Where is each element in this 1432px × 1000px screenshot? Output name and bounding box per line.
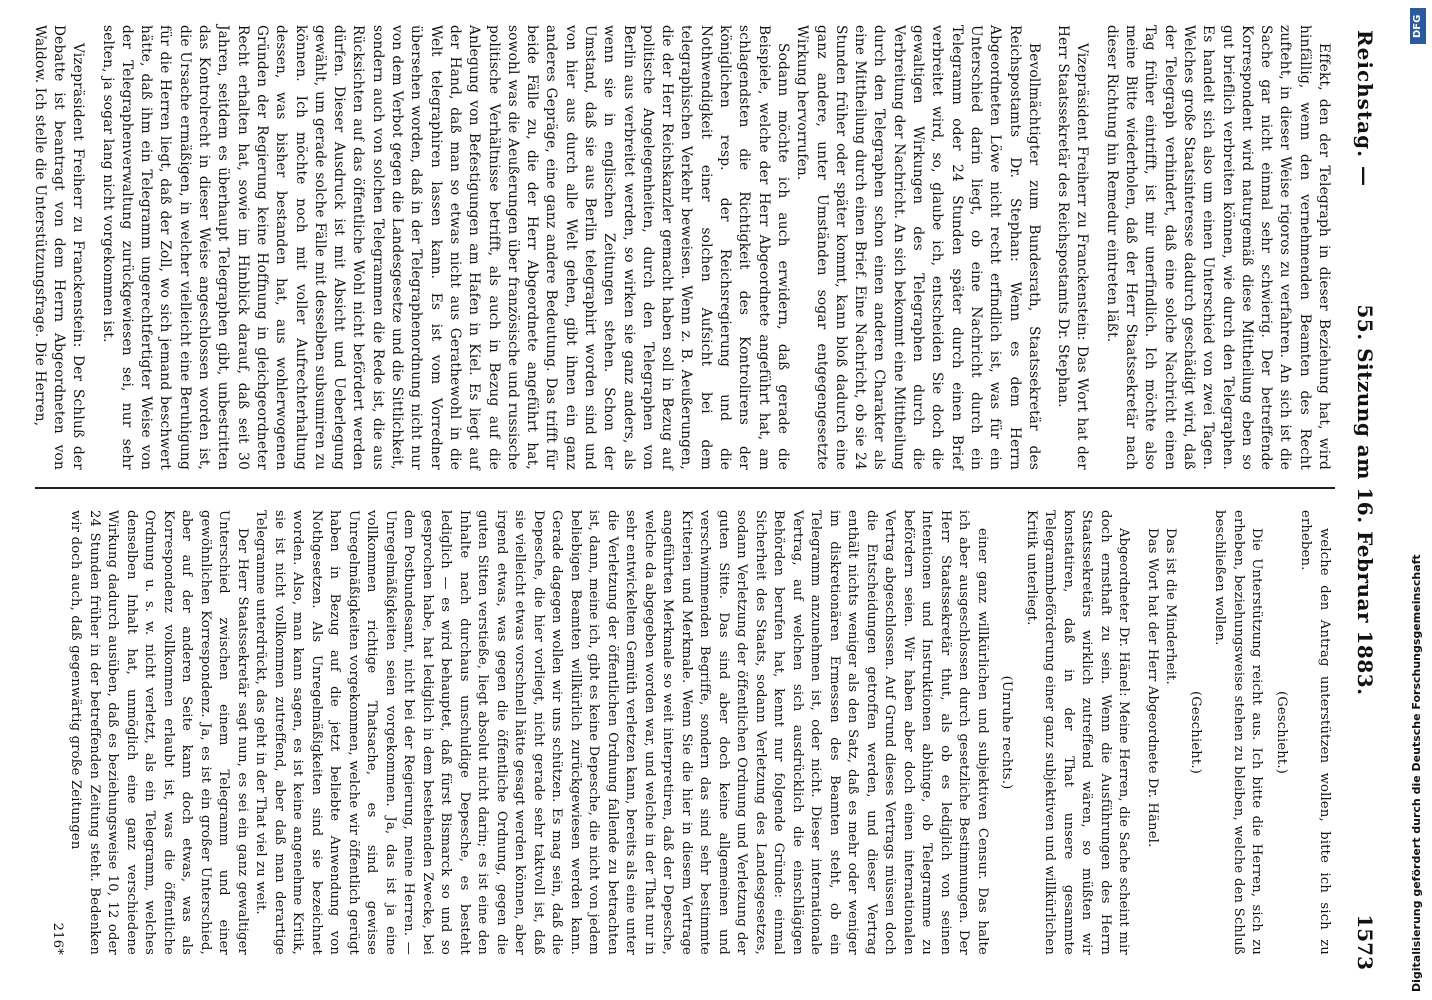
paragraph: Vizepräsident Freiherr zu Franckenstein: Das Wort hat der Herr Staatssekretär des Reichspostamts Dr. Stephan. — [1055, 25, 1091, 470]
stage-direction: (Unruhe rechts.) — [999, 675, 1015, 790]
paragraph: Bevollmächtigter zum Bundesrath, Staatssekretär des Reichspostamts Dr. Stephan: Wenn es dem Herrn Abgeordneten Löwe nicht recht erfindlich ist, was für ein Unterschied darin liegt, ob eine Nachricht durch ein Telegramm oder 24 Stunden später durch einen Brief verbreitet wird, so, glaube ich, entscheiden Sie doch die gewaltigen Wirkungen des Telegraphen durch die Verbreitung der Nachricht. An sich bekommt eine Mittheilung durch den Telegraphen schon einen anderen Charakter als eine Mittheilung durch einen Brief. Eine Nachricht, ob sie 24 Stunden früher oder später kommt, kann bloß dadurch eine ganz andere, unter Umständen sogar entgegengesetzte Wirkung hervorrufen. — [794, 25, 1042, 470]
paragraph: einer ganz willkürlichen und subjektiven Censur. Das halte ich aber ausgeschlossen durch gesetzliche Bestimmungen. Der Herr Staatssekretär thut, als ob es lediglich von seinen Intentionen und Instruktionen abhinge, ob Telegramme zu befördern seien. Wir haben aber doch einen internationalen Vertrag abgeschlossen. Auf Grund dieses Vertrags müssen doch die Entscheidungen getroffen werden, und dieser Vertrag enthält nichts weniger als den Satz, daß es mehr oder weniger im diskretionären Ermessen des Beamten steht, ob ein Telegramm anzunehmen ist, oder nicht. Dieser internationale Vertrag, auf welchen sich ausdrücklich die einschlägigen Behörden berufen hat, kennt nur folgende Gründe: einmal Sicherheit des Staats, sodann Verletzung des Landesgesetzes, sodann Verletzung der öffentlichen Ordnung und Verletzung der guten Sitte. Das sind aber doch keine allgemeinen und verschwimmenden Begriffe, sondern das sind sehr bestimmte Kriterien und Merkmale. Wenn Sie die hier in diesem Vertrage angeführten Merkmale so weit interpretiren, daß der Depesche, welche da abgegeben worden war, und welche in der That nur in sehr entwickeltem Gemüth verletzen kann, bereits als eine unter die Verletzung der öffentlichen Ordnung fallende zu betrachten ist, dann, meine ich, gibt es keine Depesche, die nicht von jedem beliebigen Beamten willkürlich zurückgewiesen werden kann. Gerade dagegen wollen wir uns schützen. Es mag sein, daß die Depesche, die hier vorliegt, nicht gerade sehr taktvoll ist, daß sie vielleicht etwas vorschnell hätte gesagt werden können, aber irgend etwas, was gegen die öffentliche Ordnung, gegen die guten Sitten verstieße, liegt absolut nicht darin; es ist eine den Inhalte nach durchaus unschuldige Depesche, es besteht lediglich — es wird behauptet, daß fürst Bismarck so und so gesprochen habe, hat lediglich in dem bestehenden Zwecke, bei dem Postbundesamt, nicht bei der Regierung, meine Herren. — Unregelmäßigkeiten seien vorgekommen. Ja, das ist ja eine vollkommen richtige Thatsache, es sind gewisse Unregelmäßigkeiten vorgekommen, welche wir öffentlich gerügt haben in Bezug auf die jetzt beliebte Anwendung von Nothgesetzen. Als Unregelmäßigkeiten sind sie bezeichnet worden. Also, man kann sagen, es ist keine angenehme Kritik, sie ist nicht vollkommen zutreffend, aber daß man derartige Telegramme unterdrückt, das geht in der That viel zu weit. — [253, 510, 990, 956]
page-number: 1573 — [1353, 914, 1377, 970]
signature-mark: 216* — [50, 922, 65, 955]
column-right — [48, 510, 1334, 955]
header-left: Reichstag. — — [1353, 30, 1377, 188]
paragraph: Sodann möchte ich auch erwidern, daß gerade die Beispiele, welche der Herr Abgeordnete angeführt hat, am schlagendsten die Richtigkeit des Kontrolirens der königlichen resp. der Reichsregierung und die Nothwendigkeit einer solchen Aufsicht bei dem telegraphischen Verkehr beweisen. Wenn z. B. Aeußerungen, die der Herr Reichskanzler gemacht haben soll in Bezug auf politische Angelegenheiten, durch den Telegraphen von Berlin aus verbreitet werden, so wirken sie ganz anders, als wenn sie in englischen Zeitungen stehen. Schon der Umstand, daß sie aus Berlin telegraphirt worden sind und von hier aus durch alle Welt gehen, gibt ihnen ein ganz anderes Gepräge, eine ganz andere Bedeutung. Das trifft für beide Fälle zu, die der Herr Abgeordnete angeführt hat, sowohl was die Aeußerungen über französische und russische politische Verhältnisse betrifft, als auch in Bezug auf die Anlegung von Befestigungen am Hafen in Kiel. Es liegt auf der Hand, daß man so etwas nicht aus Gerathewohl in die Welt telegraphiren lassen kann. Es ist vom Vorredner übersehen worden, daß in der Telegraphenordnung nicht nur von dem Verbot gegen die Landesgesetze und die Sittlichkeit, sondern auch von solchen Telegrammen die Rede ist, die aus Rücksichten auf das öffentliche Wohl nicht befördert werden dürfen. Dieser Ausdruck ist mit Absicht und Ueberlegung gewählt, um gerade solche Fälle mit desselben subsumiren zu können. Ich möchte noch mit voller Aufrechterhaltung dessen, was bisher bestanden hat, aus wohlerwogenen Gründen der Regierung keine Hoffnung in gleichgeordneter Recht erhalten hat, sowie im Hinblick darauf, daß seit 30 Jahren, seitdem es überhaupt Telegraphen gibt, unbestritten das Kontrolrecht in dieser Weise angeschlossen worden ist, die Ursache ermäßigen, in welcher vielleicht eine Beruhigung für die Herren liegt, daß der Zoll, wo sich jemand beschwert hätte, daß ihm ein Telegramm ungerechtfertigter Weise von der Telegraphenverwaltung zurückgewiesen sei, nur sehr selten, ja sogar lang nicht vorgekommen ist. — [99, 25, 791, 470]
paragraph: Die Unterstützung reicht aus. Ich bitte die Herren, sich zu erheben, beziehungsweise stehen zu bleiben, welche den Schluß beschließen wollen. — [1212, 510, 1265, 955]
paragraph: Das ist die Minderheit. — [1163, 528, 1179, 685]
page-header — [1343, 30, 1377, 970]
stage-direction: (Geschieht.) — [1274, 690, 1289, 775]
paragraph: Das Wort hat der Herr Abgeordnete Dr. Hänel. — [1145, 528, 1160, 848]
paragraph: Effekt, den der Telegraph in dieser Beziehung hat, wird hinfällig, wenn den vernehmenden Beamten des Recht zufteht, in dieser Weise rigoros zu verfahren. An sich ist die Sache gar nicht einmal sehr schwierig. Der betreffende Korrespondent wird naturgemäß diese Mittheilung eben so gut brieflich verbreiten können, wie durch den Telegraphen. Es handelt sich also um einen Unterschied von zwei Tagen. Welches große Staatsinteresse dadurch geschädigt wird, daß der Telegraph verhindert, daß eine solche Nachricht einen Tag früher eintrifft, ist mir unerfindlich. Ich möchte also meine Bitte wiederholen, daß der Herr Staatssekretär nach dieser Richtung hin Remedur eintreten läßt. — [1103, 25, 1332, 470]
dfg-credit-text: Digitalisierung gefördert durch die Deutsche Forschungsgemeinschaft — [1410, 554, 1423, 992]
header-title: 55. Sitzung am 16. Februar 1883. — [1353, 304, 1377, 696]
paragraph: Vizepräsident Freiherr zu Franckenstein: Der Schluß der Debatte ist beantragt von dem Herrn Abgeordneten von Waldow. Ich stelle die Unterstützungsfrage. Die Herren, — [31, 25, 87, 470]
paragraph: welche den Antrag unterstützen wollen, bitte ich sich zu erheben. — [1298, 510, 1332, 955]
dfg-logo: DFG — [1410, 8, 1426, 44]
paragraph: Der Herr Staatssekretär sagt nun, es sei ein ganz gewaltiger Unterschied zwischen einem Telegramm und einer gewöhnlichen Korrespondenz. Ja, es ist ein großer Unterschied, aber auf der anderen Seite kann doch etwas, was als Korrespondenz vollkommen erlaubt ist, was die öffentliche Ordnung u. s. w. nicht verletzt, als ein Telegramm, welches denselben Inhalt hat, unmöglich eine ganz verschiedene Wirkung dadurch ausüben, daß es beziehungsweise 10, 12 oder 24 Stunden früher in der betreffenden Zeitung steht. Bedenken wir doch auch, daß gegenwärtig große Zeitungen — [68, 510, 250, 955]
stage-direction: (Geschieht.) — [1188, 690, 1203, 775]
column-divider — [35, 487, 1335, 489]
paragraph: Abgeordneter Dr. Hänel: Meine Herren, die Sache scheint mir doch ernsthaft zu sein. Wenn die Ausführungen des Herrn Staatssekretärs wirklich zutreffend wären, so müßten wir konstatiren, daß in der That unsere gesammte Telegrammbeförderung einer ganz subjektiven und willkürlichen Kritik unterliegt. — [1024, 510, 1132, 955]
column-left — [29, 25, 1333, 470]
